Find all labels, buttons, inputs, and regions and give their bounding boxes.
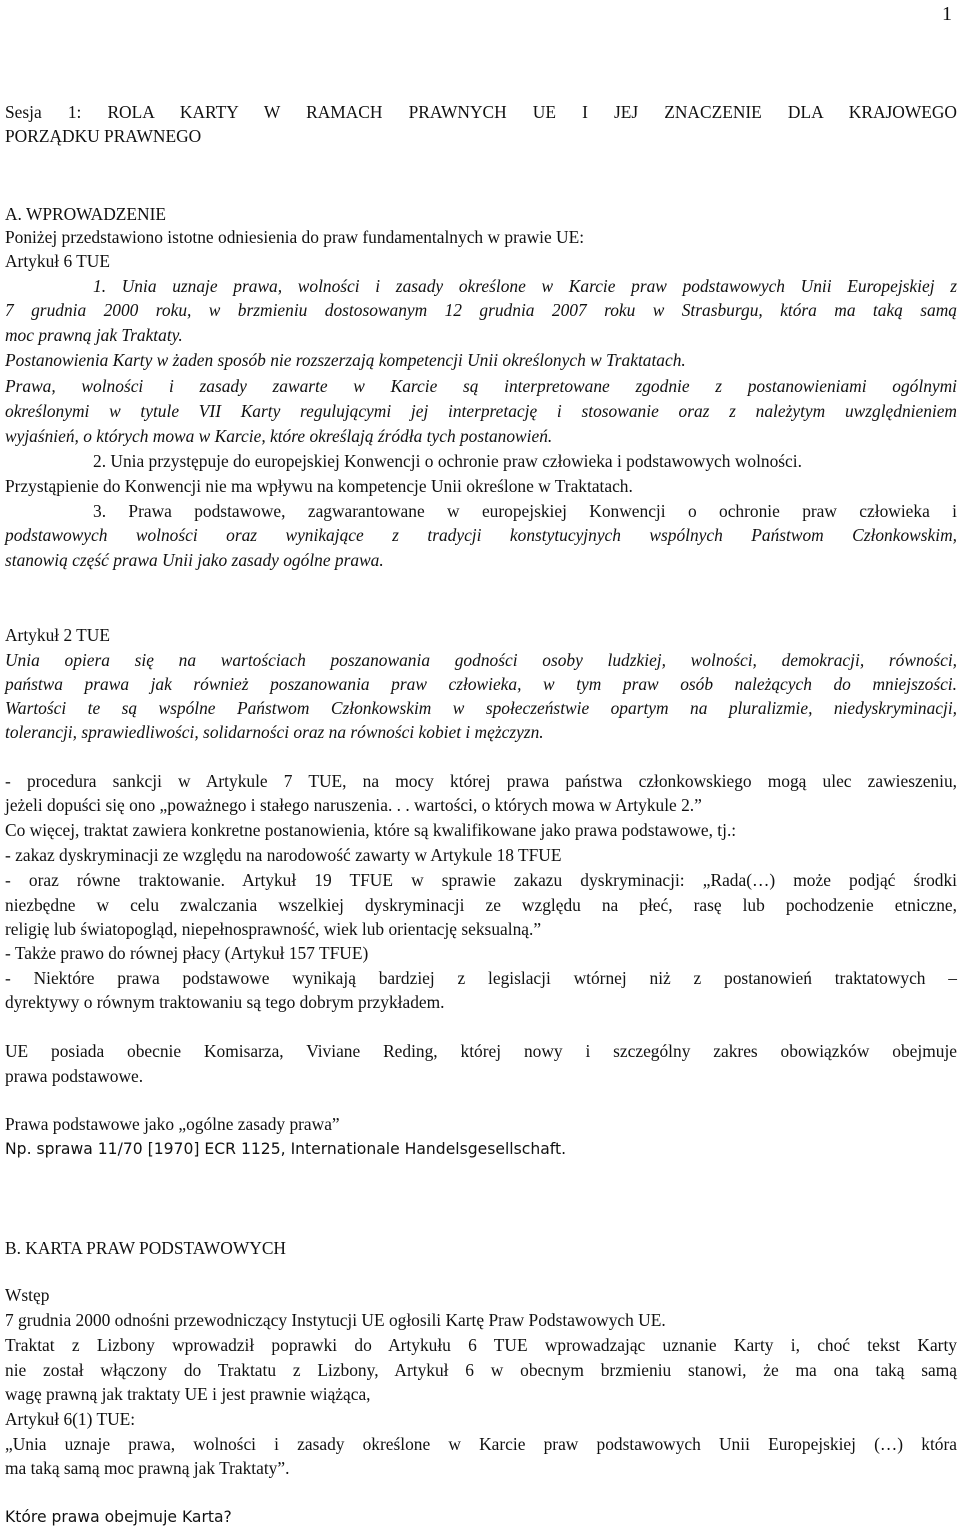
art6-p2-line1: 2. Unia przystępuje do europejskiej Konwencji o ochronie praw człowieka i podstawowych wolności. xyxy=(93,451,802,471)
art6-p1-line5: Prawa, wolności i zasady zawarte w Karcie są interpretowane zgodnie z postanowieniami ogólnymi xyxy=(5,376,957,396)
article2-label: Artykuł 2 TUE xyxy=(5,625,110,645)
section-a-intro: Poniżej przedstawiono istotne odniesienia do praw fundamentalnych w prawie UE: xyxy=(5,227,585,247)
art6-p1-line7: wyjaśnień, o których mowa w Karcie, które określają źródła tych postanowień. xyxy=(5,426,553,446)
section-b-heading: B. KARTA PRAW PODSTAWOWYCH xyxy=(5,1238,286,1258)
quote-line1: „Unia uznaje prawa, wolności i zasady określone w Karcie praw podstawowych Unii Europejskiej (…) która xyxy=(5,1434,957,1454)
art6-p3-line2: podstawowych wolności oraz wynikające z tradycji konstytucyjnych wspólnych Państwom Członkowskim, xyxy=(5,525,957,545)
quote-line2: ma taką samą moc prawną jak Traktaty”. xyxy=(5,1458,290,1478)
section-a-heading: A. WPROWADZENIE xyxy=(5,204,167,224)
session-title-line1: Sesja 1: ROLA KARTY W RAMACH PRAWNYCH UE I JEJ ZNACZENIE DLA KRAJOWEGO xyxy=(5,102,957,122)
art2-line1: Unia opiera się na wartościach poszanowania godności osoby ludzkiej, wolności, demokracji, równości, xyxy=(5,650,957,670)
article61-label: Artykuł 6(1) TUE: xyxy=(5,1409,136,1429)
treaty-line4: niezbędne w celu zwalczania wszelkiej dyskryminacji ze względu na płeć, rasę lub pochodzenie etniczne, xyxy=(5,895,957,915)
general-principles-label: Prawa podstawowe jako „ogólne zasady prawa” xyxy=(5,1114,340,1134)
session-title-line2: PORZĄDKU PRAWNEGO xyxy=(5,126,202,146)
commissioner-line2: prawa podstawowe. xyxy=(5,1066,144,1086)
case-reference: Np. sprawa 11/70 [1970] ECR 1125, Internationale Handelsgesellschaft. xyxy=(5,1140,567,1158)
section-b-p2-line2: nie został włączony do Traktatu z Lizbony, Artykuł 6 w obecnym brzmieniu stanowi, że ma ona taką samą xyxy=(5,1360,957,1380)
treaty-line2: - zakaz dyskryminacji ze względu na narodowość zawarty w Artykule 18 TFUE xyxy=(5,845,562,865)
art6-p3-line1: 3. Prawa podstawowe, zagwarantowane w europejskiej Konwencji o ochronie praw człowieka i xyxy=(93,501,957,521)
treaty-line6: - Także prawo do równej płacy (Artykuł 157 TFUE) xyxy=(5,943,369,963)
art6-p1-line1: 1. Unia uznaje prawa, wolności i zasady określone w Karcie praw podstawowych Unii Europejskiej z xyxy=(93,276,957,296)
treaty-line3: - oraz równe traktowanie. Artykuł 19 TFUE w sprawie zakazu dyskryminacji: „Rada(…) może podjąć środki xyxy=(5,870,957,890)
section-b-p1: 7 grudnia 2000 odnośni przewodniczący Instytucji UE ogłosili Kartę Praw Podstawowych UE. xyxy=(5,1310,666,1330)
art6-p2-line2: Przystąpienie do Konwencji nie ma wpływu na kompetencje Unii określone w Traktatach. xyxy=(5,476,633,496)
section-b-p2-line1: Traktat z Lizbony wprowadził poprawki do Artykułu 6 TUE wprowadzając uznanie Karty i, choć tekst Karty xyxy=(5,1335,957,1355)
article6-label: Artykuł 6 TUE xyxy=(5,251,110,271)
treaty-line1: Co więcej, traktat zawiera konkretne postanowienia, które są kwalifikowane jako prawa podstawowe, tj.: xyxy=(5,820,737,840)
section-b-p2-line3: wagę prawną jak traktaty UE i jest prawnie wiążąca, xyxy=(5,1384,371,1404)
treaty-line7: - Niektóre prawa podstawowe wynikają bardziej z legislacji wtórnej niż z postanowień traktatowych – xyxy=(5,968,957,988)
sanction-line1: - procedura sankcji w Artykule 7 TUE, na mocy której prawa państwa członkowskiego mogą ulec zawieszeniu, xyxy=(5,771,957,791)
art6-p1-line2: 7 grudnia 2000 roku, w brzmieniu dostosowanym 12 grudnia 2007 roku w Strasburgu, która ma taką samą xyxy=(5,300,957,320)
section-b-intro-label: Wstęp xyxy=(5,1285,50,1305)
art6-p1-line6: określonymi w tytule VII Karty regulującymi jej interpretację i stosowanie oraz z należytym uwzględnieniem xyxy=(5,401,957,421)
art2-line2: państwa prawa jak również poszanowania praw człowieka, w tym praw osób należących do mniejszości. xyxy=(5,674,957,694)
art6-p1-line3: moc prawną jak Traktaty. xyxy=(5,325,183,345)
treaty-line5: religię lub światopogląd, niepełnosprawność, wiek lub orientację seksualną.” xyxy=(5,919,542,939)
sanction-line2: jeżeli dopuści się ono „poważnego i stałego naruszenia. . . wartości, o których mowa w Artykule 2.” xyxy=(5,795,702,815)
art2-line3: Wartości te są wspólne Państwom Członkowskim w społeczeństwie opartym na pluralizmie, niedyskryminacji, xyxy=(5,698,957,718)
charter-question: Które prawa obejmuje Karta? xyxy=(5,1508,232,1526)
page-number: 1 xyxy=(942,3,952,25)
art2-line4: tolerancji, sprawiedliwości, solidarności oraz na równości kobiet i mężczyzn. xyxy=(5,722,544,742)
art6-p3-line3: stanowią część prawa Unii jako zasady ogólne prawa. xyxy=(5,550,384,570)
commissioner-line1: UE posiada obecnie Komisarza, Viviane Reding, której nowy i szczególny zakres obowiązków obejmuje xyxy=(5,1041,957,1061)
art6-p1-line4: Postanowienia Karty w żaden sposób nie rozszerzają kompetencji Unii określonych w Traktatach. xyxy=(5,350,686,370)
treaty-line8: dyrektywy o równym traktowaniu są tego dobrym przykładem. xyxy=(5,992,445,1012)
